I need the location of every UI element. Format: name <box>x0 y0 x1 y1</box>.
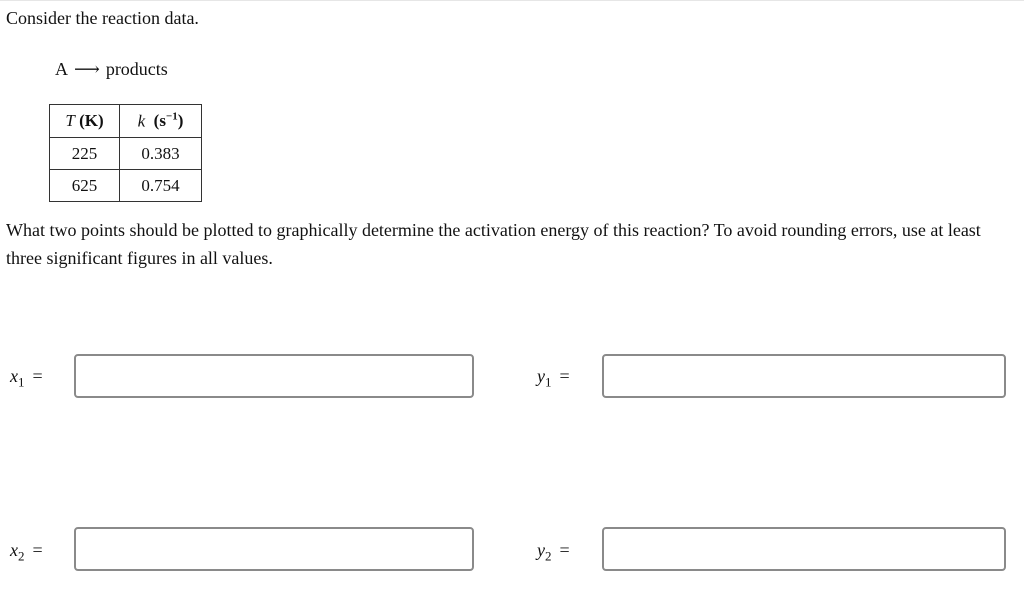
product: products <box>105 59 168 79</box>
y1-label: $y_1$ = <box>537 366 570 390</box>
reaction-data-table <box>49 104 202 202</box>
x2-input[interactable] <box>74 527 474 571</box>
y2-label: $y_2$ = <box>537 540 570 564</box>
table-header-row <box>50 105 202 138</box>
reactant: A <box>55 59 68 79</box>
y2-input[interactable] <box>602 527 1006 571</box>
cell-temperature: 625 <box>50 170 120 202</box>
cell-rate-constant: 0.754 <box>120 170 202 202</box>
reaction-equation <box>55 59 168 80</box>
intro-text: Consider the reaction data. <box>6 8 199 28</box>
y1-input[interactable] <box>602 354 1006 398</box>
table-row <box>50 138 202 170</box>
table-row <box>50 170 202 202</box>
reaction-arrow-icon: ⟶ <box>74 59 100 79</box>
question-text: What two points should be plotted to graphically determine the activation energy of this reaction? To avoid rounding errors, use at least three significant figures in all values. <box>6 220 981 268</box>
x1-label: $x_1$ = <box>10 366 43 390</box>
x2-label: $x_2$ = <box>10 540 43 564</box>
top-divider <box>0 0 1024 1</box>
cell-temperature: 225 <box>50 138 120 170</box>
cell-rate-constant: 0.383 <box>120 138 202 170</box>
x1-input[interactable] <box>74 354 474 398</box>
header-rate-constant: k $(s^{-1})$ <box>120 105 202 138</box>
header-temperature: T (K) <box>50 105 120 138</box>
